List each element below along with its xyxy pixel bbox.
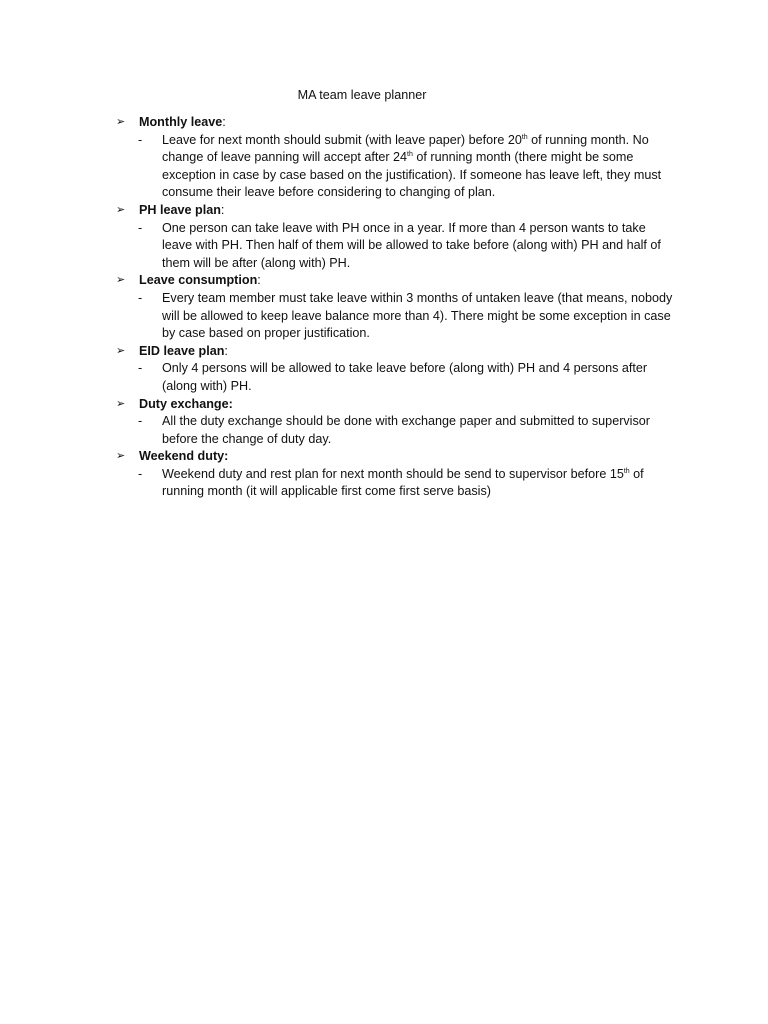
- dash-bullet: -: [138, 414, 143, 429]
- section-body-text: [162, 360, 676, 395]
- section-heading: [139, 396, 233, 414]
- section-body-text: [162, 132, 676, 202]
- arrow-bullet-icon: ➢: [116, 397, 126, 410]
- section-body-text: [162, 413, 676, 448]
- section-heading-line: [116, 272, 686, 290]
- dash-bullet: -: [138, 220, 143, 235]
- section-heading-line: [116, 202, 686, 220]
- section-heading-suffix: :: [220, 202, 225, 217]
- arrow-bullet-icon: ➢: [116, 203, 126, 216]
- section-body-item: [116, 360, 686, 395]
- section-body-item: [116, 466, 686, 501]
- ordinal-superscript: th: [623, 467, 630, 475]
- section-heading-text: PH leave plan: [139, 202, 221, 217]
- section-heading: [139, 272, 261, 290]
- arrow-bullet-icon: ➢: [116, 344, 126, 357]
- body-text-run: of running month (it will applicable first come first serve basis): [162, 466, 644, 499]
- section-heading-suffix: :: [222, 115, 226, 129]
- section-heading-line: [116, 114, 686, 132]
- sections-list: [116, 114, 686, 501]
- section-body-item: [116, 290, 686, 343]
- section-body-text: [162, 466, 676, 501]
- body-text-run: Leave for next month should submit (with leave paper) before 20: [162, 132, 522, 147]
- section-heading: [139, 343, 228, 361]
- dash-bullet: -: [138, 132, 143, 147]
- section-heading-text: Leave consumption: [139, 273, 258, 288]
- body-text-run: Weekend duty and rest plan for next month should be send to supervisor before 15: [162, 466, 624, 481]
- section-heading: [139, 448, 228, 466]
- body-text-run: of running month. No change of leave panning will accept after 24: [162, 132, 649, 165]
- section-body-text: [162, 220, 676, 273]
- dash-bullet: -: [138, 466, 143, 481]
- section-body-item: [116, 220, 686, 273]
- section: [116, 272, 686, 342]
- section-heading-line: [116, 448, 686, 466]
- section-heading-text: EID leave plan: [139, 343, 225, 358]
- ordinal-superscript: th: [521, 133, 528, 141]
- section-heading-text: Monthly leave: [139, 115, 223, 129]
- body-text-run: of running month (there might be some exception in case by case based on the justification). If someone has leave left, they must consume their leave before considering to changing of plan.: [162, 150, 662, 200]
- section-heading-text: Duty exchange:: [139, 396, 233, 411]
- body-text-run: All the duty exchange should be done with exchange paper and submitted to supervisor before the change of duty day.: [162, 414, 650, 446]
- section: [116, 448, 686, 501]
- arrow-bullet-icon: ➢: [116, 274, 126, 287]
- section-heading-text: Weekend duty:: [139, 449, 229, 464]
- section-heading: [139, 202, 224, 220]
- section-heading-line: [116, 343, 686, 361]
- arrow-bullet-icon: ➢: [116, 450, 126, 463]
- section-heading-line: [116, 396, 686, 414]
- section-heading-suffix: :: [257, 273, 261, 288]
- section-body-text: [162, 290, 676, 343]
- section-body-item: [116, 413, 686, 448]
- body-text-run: One person can take leave with PH once in a year. If more than 4 person wants to take leave with PH. Then half of them will be allowed to take before (along with) PH and half of them will be after (along with) PH.: [162, 220, 661, 270]
- section-heading-suffix: :: [224, 343, 228, 358]
- section: [116, 202, 686, 272]
- section-heading: [139, 114, 226, 132]
- dash-bullet: -: [138, 361, 143, 376]
- ordinal-superscript: th: [407, 151, 413, 158]
- section: [116, 396, 686, 449]
- document-title: MA team leave planner: [297, 88, 427, 102]
- dash-bullet: -: [138, 290, 143, 305]
- section-body-item: [116, 132, 686, 202]
- section: [116, 343, 686, 396]
- body-text-run: Only 4 persons will be allowed to take leave before (along with) PH and 4 persons after (along with) PH.: [162, 361, 648, 393]
- arrow-bullet-icon: ➢: [116, 116, 126, 128]
- body-text-run: Every team member must take leave within 3 months of untaken leave (that means, nobody will be allowed to keep leave balance more than 4). There might be some exception in case by case based on proper justification.: [162, 290, 673, 341]
- section: [116, 114, 686, 202]
